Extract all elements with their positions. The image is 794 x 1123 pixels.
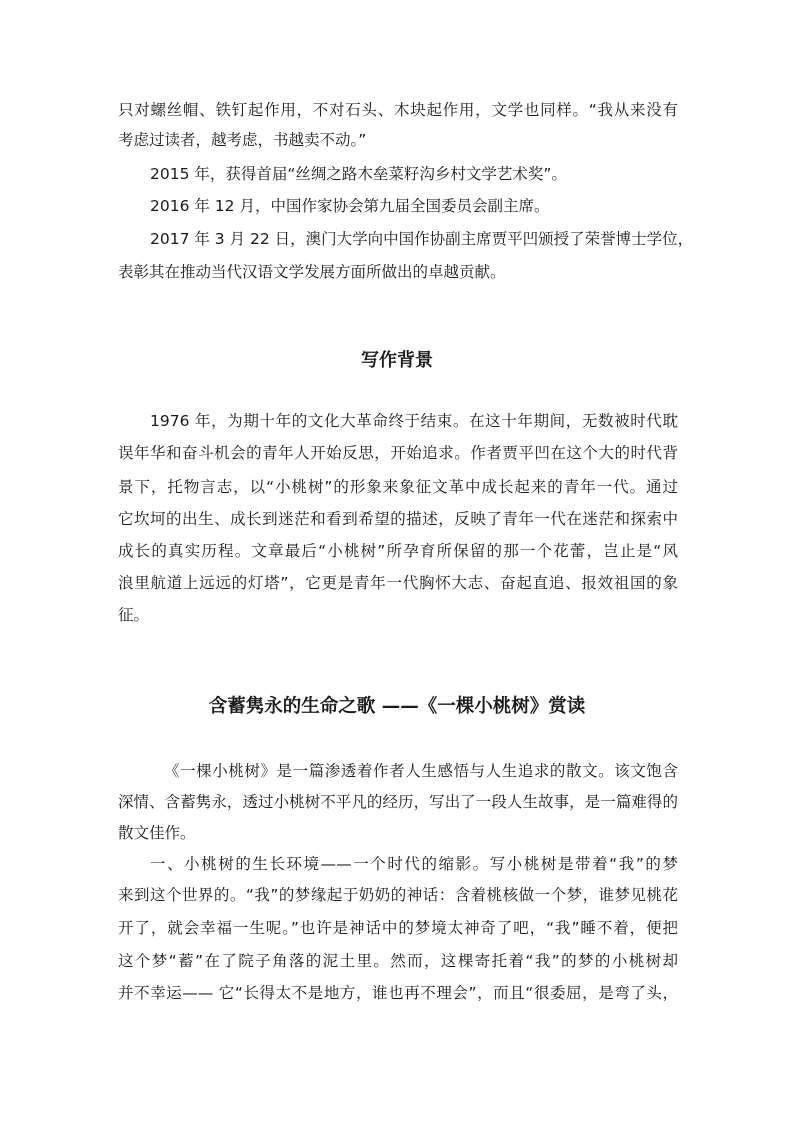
paragraph-line: 深情、含蓄隽永，透过小桃树不平凡的经历，写出了一段人生故事，是一篇难得的 (118, 793, 678, 811)
paragraph-line: 成长的真实历程。文章最后“小桃树”所孕育所保留的那一个花蕾，岂止是“风 (118, 542, 678, 560)
paragraph-line: 2016 年 12 月，中国作家协会第九届全国委员会副主席。 (150, 197, 550, 215)
paragraph-line: 误年华和奋斗机会的青年人开始反思，开始追求。作者贾平凹在这个大的时代背 (118, 444, 678, 462)
paragraph-line: 《一棵小桃树》是一篇渗透着作者人生感悟与人生追求的散文。该文饱含 (164, 762, 678, 780)
paragraph-line: 考虑过读者，越考虑，书越卖不动。” (118, 131, 367, 149)
paragraph-line: 一、小桃树的生长环境——一个时代的缩影。写小桃树是带着“我”的梦 (150, 855, 678, 873)
paragraph-line: 散文佳作。 (118, 824, 196, 842)
paragraph-line: 并不幸运—— 它“长得太不是地方，谁也再不理会”，而且“很委屈，是弯了头， (118, 984, 678, 1002)
paragraph-line: 开了，就会幸福一生呢。”也许是神话中的梦境太神奇了吧，“我”睡不着，便把 (118, 919, 678, 937)
paragraph-line: 来到这个世界的。“我”的梦缘起于奶奶的神话：含着桃核做一个梦，谁梦见桃花 (118, 886, 678, 904)
paragraph-line: 浪里航道上远远的灯塔”，它更是青年一代胸怀大志、奋起直追、报效祖国的象 (118, 574, 678, 592)
paragraph-line: 征。 (118, 606, 150, 624)
paragraph-line: 表彰其在推动当代汉语文学发展方面所做出的卓越贡献。 (118, 263, 506, 281)
article-title: 含蓄隽永的生命之歌 ——《一棵小桃树》赏读 (208, 696, 586, 717)
paragraph-line: 景下，托物言志，以“小桃树”的形象来象征文革中成长起来的青年一代。通过 (118, 478, 678, 496)
paragraph-line: 只对螺丝帽、铁钉起作用，不对石头、木块起作用，文学也同样。“我从来没有 (118, 101, 678, 119)
paragraph-line: 2015 年，获得首届“丝绸之路木垒菜籽沟乡村文学艺术奖”。 (150, 165, 567, 183)
section-title: 写作背景 (361, 350, 433, 371)
paragraph-line: 它坎坷的出生、成长到迷茫和看到希望的描述，反映了青年一代在迷茫和探索中 (118, 510, 678, 528)
paragraph-line: 1976 年，为期十年的文化大革命终于结束。在这十年期间，无数被时代耽 (150, 412, 678, 430)
paragraph-line: 2017 年 3 月 22 日，澳门大学向中国作协副主席贾平凹颁授了荣誉博士学位， (150, 230, 694, 248)
paragraph-line: 这个梦“蓄”在了院子角落的泥土里。然而，这棵寄托着“我”的梦的小桃树却 (118, 952, 678, 970)
